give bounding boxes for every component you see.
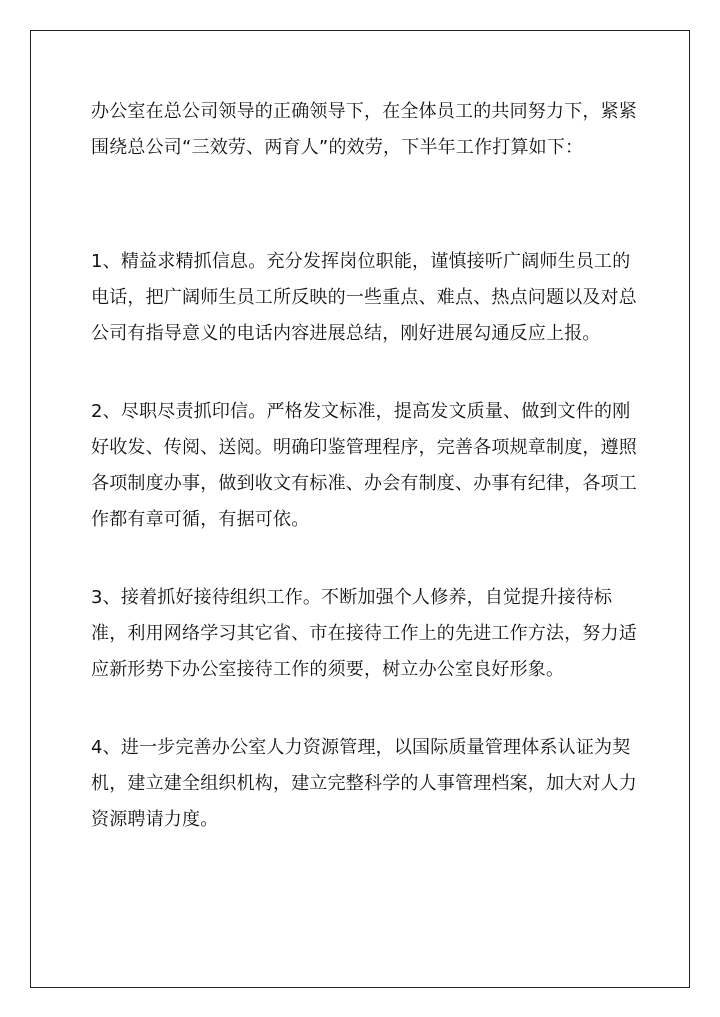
paragraph-information: 1、精益求精抓信息。充分发挥岗位职能，谨慎接听广阔师生员工的电话，把广阔师生员工所反映的一些重点、难点、热点问题以及对总公司有指导意义的电话内容进展总结，刚好进展勾通反应上报。 xyxy=(91,251,637,344)
intro-paragraph: 办公室在总公司领导的正确领导下，在全体员工的共同努力下，紧紧围绕总公司“三效劳、两育人”的效劳，下半年工作打算如下： xyxy=(91,101,637,158)
document-body xyxy=(91,94,639,838)
paragraph-reception: 3、接着抓好接待组织工作。不断加强个人修养，自觉提升接待标准，利用网络学习其它省、市在接待工作上的先进工作方法，努力适应新形势下办公室接待工作的须要，树立办公室良好形象。 xyxy=(91,587,637,680)
paragraph-human-resources: 4、进一步完善办公室人力资源管理，以国际质量管理体系认证为契机，建立建全组织机构，建立完整科学的人事管理档案，加大对人力资源聘请力度。 xyxy=(91,737,637,830)
paragraph-seals: 2、尽职尽责抓印信。严格发文标准，提高发文质量、做到文件的刚好收发、传阅、送阅。明确印鉴管理程序，完善各项规章制度，遵照各项制度办事，做到收文有标准、办会有制度、办事有纪律，各项工作都有章可循，有据可依。 xyxy=(91,401,637,530)
